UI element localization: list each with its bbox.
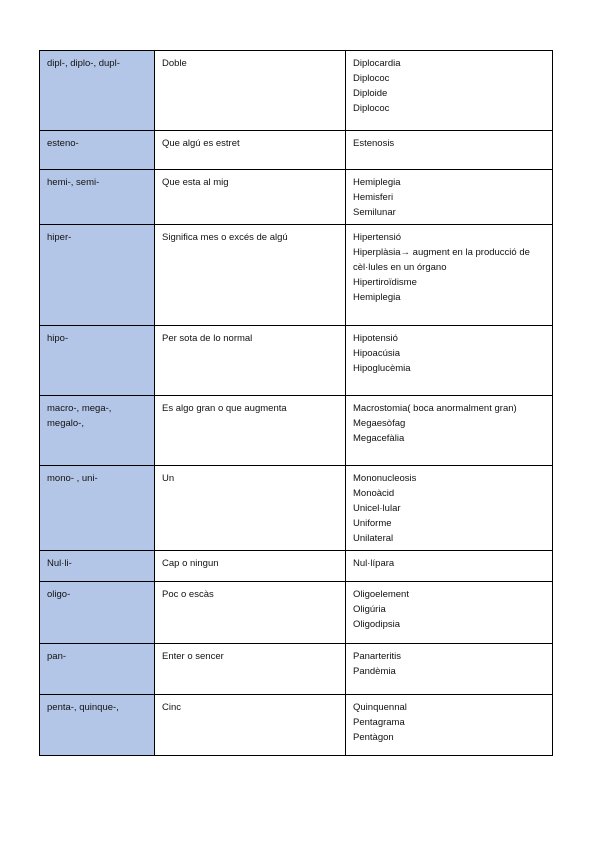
examples-cell	[346, 326, 553, 396]
prefix-cell: esteno-	[40, 131, 155, 170]
examples-cell	[346, 695, 553, 756]
example-term: Monoàcid	[353, 488, 395, 499]
example-term: Hemiplegia	[353, 177, 401, 188]
table-row	[40, 695, 553, 756]
example-term: Megacefàlia	[353, 433, 405, 444]
table-row	[40, 582, 553, 644]
example-term: Hipoglucèmia	[353, 363, 411, 374]
table-row	[40, 326, 553, 396]
example-term: Mononucleosis	[353, 473, 417, 484]
table-body	[40, 51, 553, 756]
example-term: Pandèmia	[353, 666, 396, 677]
examples-cell	[346, 396, 553, 466]
example-term: Hipotensió	[353, 333, 398, 344]
table-row	[40, 466, 553, 551]
examples-cell	[346, 551, 553, 582]
prefix-cell: hemi-, semi-	[40, 170, 155, 225]
example-term: Megaesòfag	[353, 418, 406, 429]
meaning-cell: Que algú es estret	[155, 131, 346, 170]
example-term: Hipoacúsia	[353, 348, 400, 359]
example-term: Unilateral	[353, 533, 394, 544]
example-term: Diploide	[353, 88, 388, 99]
example-term: Estenosis	[353, 138, 395, 149]
example-term: Hipertensió	[353, 232, 402, 243]
example-term: Oligodipsia	[353, 619, 400, 630]
table-row	[40, 225, 553, 326]
example-term: Pentagrama	[353, 717, 405, 728]
example-term: Hemiplegia	[353, 292, 401, 303]
example-term: Diplocardia	[353, 58, 401, 69]
meaning-cell: Enter o sencer	[155, 644, 346, 695]
example-term: Quinquennal	[353, 702, 407, 713]
examples-cell	[346, 582, 553, 644]
examples-cell	[346, 466, 553, 551]
example-term: Hiperplàsia→ augment en la producció de cèl·lules en un órgano	[353, 247, 530, 273]
meaning-cell: Es algo gran o que augmenta	[155, 396, 346, 466]
meaning-cell: Per sota de lo normal	[155, 326, 346, 396]
example-term: Diplococ	[353, 73, 390, 84]
examples-cell	[346, 225, 553, 326]
example-term: Diplococ	[353, 103, 390, 114]
examples-cell	[346, 131, 553, 170]
prefix-cell: Nul·li-	[40, 551, 155, 582]
table-row	[40, 170, 553, 225]
prefix-cell: macro-, mega-, megalo-,	[40, 396, 155, 466]
table-row	[40, 51, 553, 131]
prefix-cell: pan-	[40, 644, 155, 695]
meaning-cell: Poc o escàs	[155, 582, 346, 644]
prefix-cell: dipl-, diplo-, dupl-	[40, 51, 155, 131]
example-term: Hemisferi	[353, 192, 394, 203]
table-row	[40, 131, 553, 170]
prefix-cell: hiper-	[40, 225, 155, 326]
examples-cell	[346, 51, 553, 131]
example-term: Hipertiroïdisme	[353, 277, 417, 288]
prefix-table	[39, 50, 553, 756]
meaning-cell: Cap o ningun	[155, 551, 346, 582]
meaning-cell: Cinc	[155, 695, 346, 756]
example-term: Semilunar	[353, 207, 396, 218]
example-term: Unicel·lular	[353, 503, 401, 514]
meaning-cell: Que esta al mig	[155, 170, 346, 225]
table-row	[40, 551, 553, 582]
table-row	[40, 396, 553, 466]
meaning-cell: Doble	[155, 51, 346, 131]
table-row	[40, 644, 553, 695]
example-term: Panarteritis	[353, 651, 402, 662]
example-term: Macrostomia( boca anormalment gran)	[353, 403, 517, 414]
prefix-cell: mono- , uni-	[40, 466, 155, 551]
examples-cell	[346, 170, 553, 225]
example-term: Oligoelement	[353, 589, 409, 600]
prefix-cell: hipo-	[40, 326, 155, 396]
example-term: Oligúria	[353, 604, 386, 615]
example-term: Pentàgon	[353, 732, 394, 743]
example-term: Nul·lípara	[353, 558, 395, 569]
examples-cell	[346, 644, 553, 695]
prefix-cell: penta-, quinque-,	[40, 695, 155, 756]
example-term: Uniforme	[353, 518, 392, 529]
meaning-cell: Significa mes o excés de algú	[155, 225, 346, 326]
meaning-cell: Un	[155, 466, 346, 551]
prefix-cell: oligo-	[40, 582, 155, 644]
